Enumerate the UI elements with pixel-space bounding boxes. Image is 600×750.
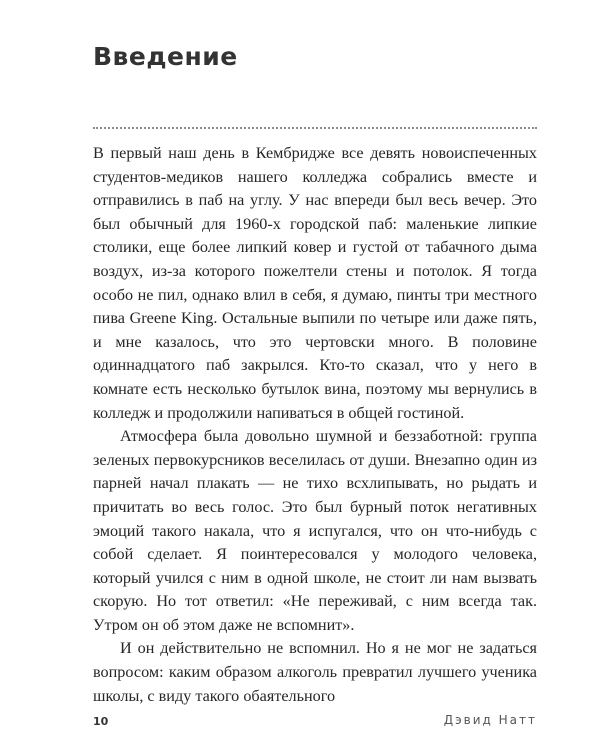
page-number: 10 (93, 715, 109, 728)
paragraph-2: Атмосфера была довольно шумной и беззаботной: группа зеленых первокурсников веселилась от души. Внезапно один из парней начал плакать — не тихо всхлипывать, но рыдать и причитать во весь голос. Это был бурный поток негативных эмоций такого накала, что я испугался, что он что-нибудь с собой сделает. Я поинтересовался у молодого человека, который учился с ним в одной школе, не стоит ли нам вызвать скорую. Но тот ответил: «Не переживай, с ним всегда так. Утром он об этом даже не вспомнит». (93, 427, 537, 634)
dotted-divider (93, 127, 537, 129)
body-text (93, 142, 537, 708)
paragraph-1: В первый наш день в Кембридже все девять новоиспеченных студентов-медиков нашего колледжа собрались вместе и отправились в паб на углу. У нас впереди был весь вечер. Это был обычный для 1960-х городской паб: маленькие липкие столики, еще более липкий ковер и густой от табачного дыма воздух, из-за которого пожелтели стены и потолок. Я тогда особо не пил, однако влил в себя, я думаю, пинты три местного пива Greene King. Остальные выпили по четыре или даже пять, и мне казалось, что это чертовски много. В половине одиннадцатого паб закрылся. Кто-то сказал, что у него в комнате есть несколько бутылок вина, поэтому мы вернулись в колледж и продолжили напиваться в общей гостиной. (93, 144, 537, 422)
chapter-title: Введение (93, 42, 238, 71)
running-footer-author: Дэвид Натт (443, 713, 537, 727)
paragraph-3: И он действительно не вспомнил. Но я не мог не задаться вопросом: каким образом алкоголь превратил лучшего ученика школы, с виду такого обаятельного (93, 639, 537, 705)
